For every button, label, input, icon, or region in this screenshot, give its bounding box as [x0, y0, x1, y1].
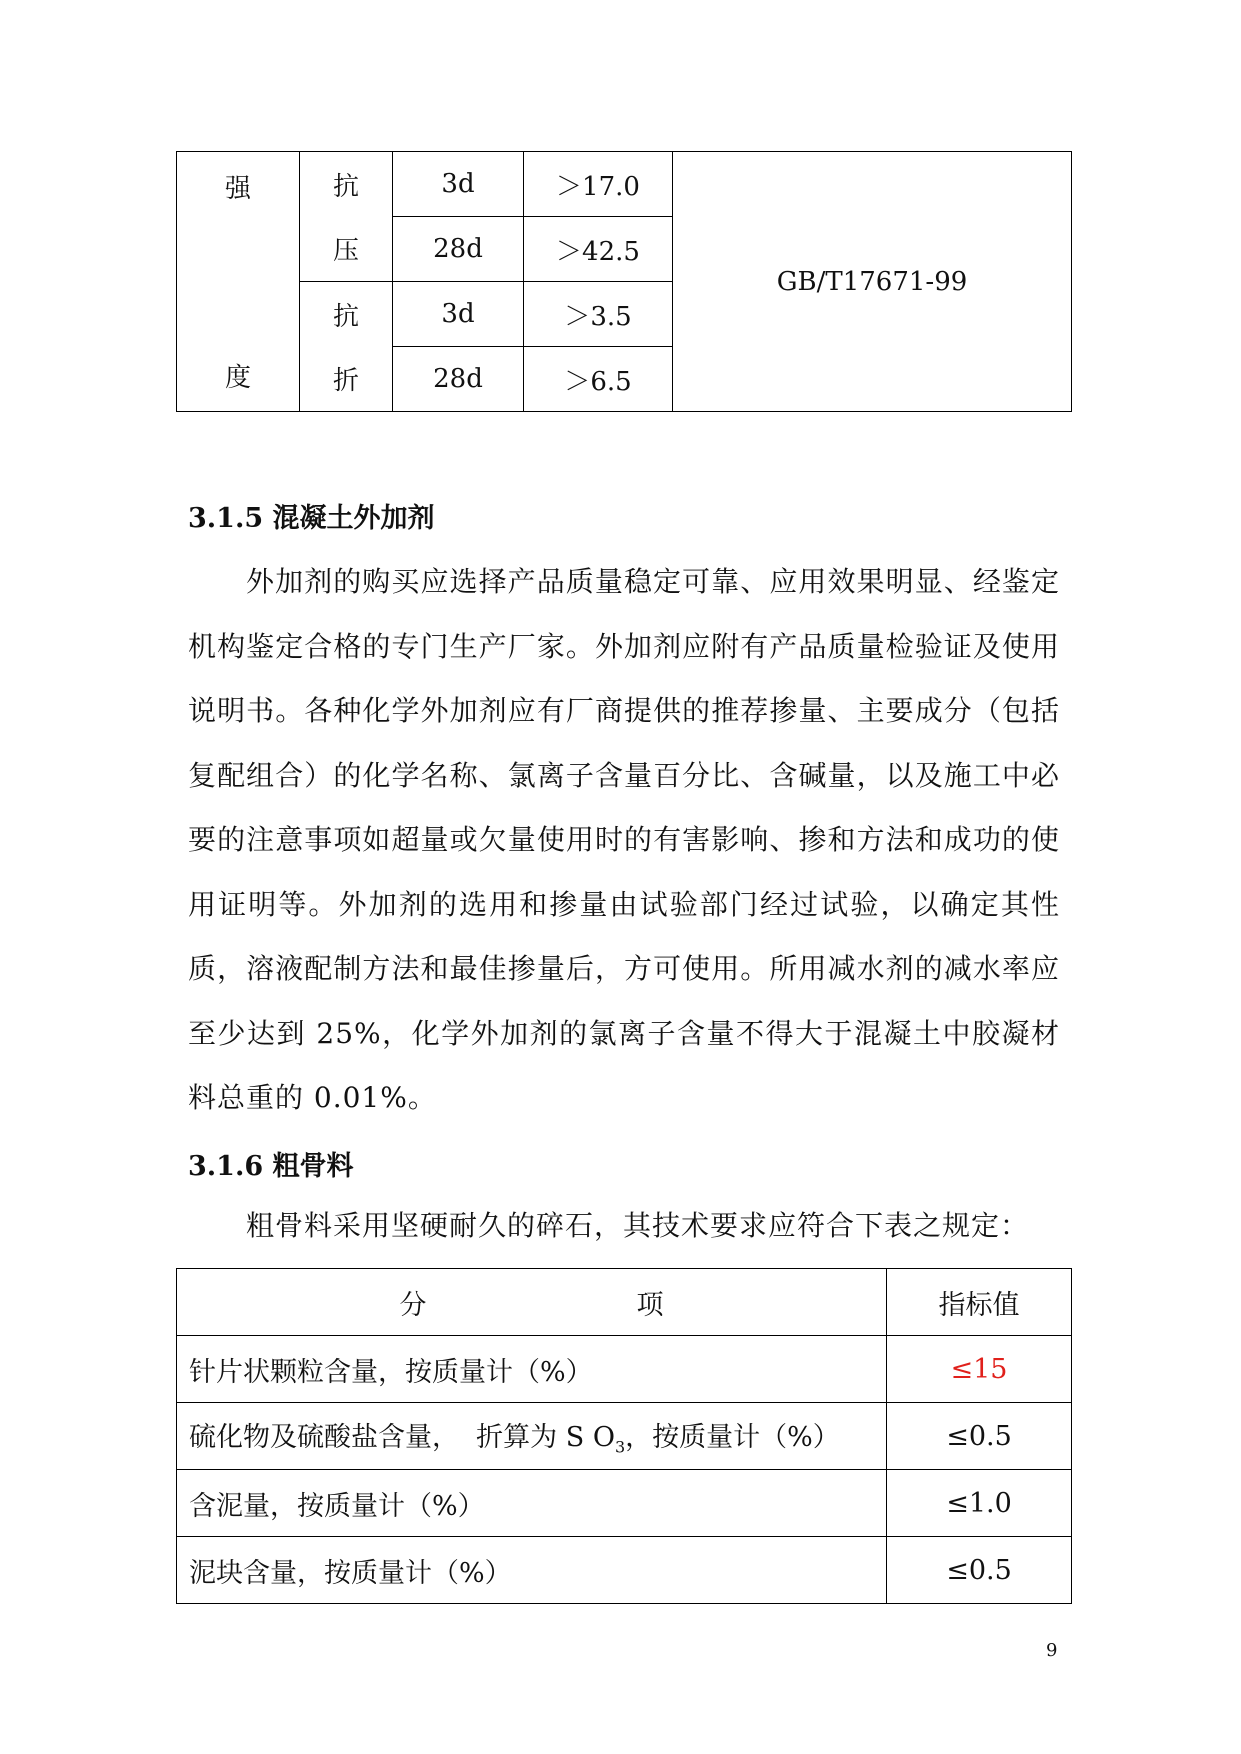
- strength-char-bottom: 度: [224, 363, 251, 393]
- strength-value: ＞42.5: [524, 217, 673, 282]
- header-value: 指标值: [887, 1269, 1072, 1336]
- strength-value: ＞6.5: [524, 347, 673, 412]
- header-item: [177, 1269, 887, 1336]
- table-row: [177, 1403, 1072, 1470]
- page-number: 9: [1046, 1640, 1058, 1661]
- header-item-a: 分: [399, 1289, 427, 1321]
- row-item-text-a: 硫化物及硫酸盐含量， 折算为 S O: [189, 1422, 615, 1454]
- strength-age: 3d: [393, 152, 524, 217]
- row-item: [177, 1403, 887, 1470]
- strength-type-label: 折: [300, 347, 393, 412]
- strength-value: ＞17.0: [524, 152, 673, 217]
- row-item: 针片状颗粒含量，按质量计（%）: [177, 1336, 887, 1403]
- admixture-paragraph: 外加剂的购买应选择产品质量稳定可靠、应用效果明显、经鉴定机构鉴定合格的专门生产厂家。外加剂应附有产品质量检验证及使用说明书。各种化学外加剂应有厂商提供的推荐掺量、主要成分（包括复配组合）的化学名称、氯离子含量百分比、含碱量，以及施工中必要的注意事项如超量或欠量使用时的有害影响、掺和方法和成功的使用证明等。外加剂的选用和掺量由试验部门经过试验，以确定其性质，溶液配制方法和最佳掺量后，方可使用。所用减水剂的减水率应至少达到 25%，化学外加剂的氯离子含量不得大于混凝土中胶凝材料总重的 0.01%。: [188, 565, 1060, 1114]
- row-item: 含泥量，按质量计（%）: [177, 1470, 887, 1537]
- strength-standard: GB/T17671-99: [673, 152, 1072, 412]
- strength-value: ＞3.5: [524, 282, 673, 347]
- row-item-subscript: 3: [614, 1437, 626, 1457]
- row-value: ≤0.5: [887, 1403, 1072, 1470]
- section-heading-coarse-aggregate: 3.1.6 粗骨料: [188, 1151, 354, 1182]
- strength-type-label: 压: [300, 217, 393, 282]
- header-item-b: 项: [636, 1289, 664, 1321]
- strength-age: 28d: [393, 347, 524, 412]
- row-item: 泥块含量，按质量计（%）: [177, 1537, 887, 1604]
- table-row: [177, 1537, 1072, 1604]
- row-value: ≤0.5: [887, 1537, 1072, 1604]
- strength-category-cell: [177, 152, 300, 412]
- section-heading-admixture: 3.1.5 混凝土外加剂: [188, 503, 435, 534]
- cement-strength-table: [176, 151, 1072, 412]
- strength-type-label: 抗: [300, 152, 393, 217]
- strength-age: 3d: [393, 282, 524, 347]
- coarse-aggregate-lead: 粗骨料采用坚硬耐久的碎石，其技术要求应符合下表之规定：: [246, 1209, 1030, 1242]
- strength-age: 28d: [393, 217, 524, 282]
- table-header-row: [177, 1269, 1072, 1336]
- row-value: ≤1.0: [887, 1470, 1072, 1537]
- coarse-aggregate-table: [176, 1268, 1072, 1604]
- table-row: [177, 1470, 1072, 1537]
- strength-type-label: 抗: [300, 282, 393, 347]
- row-item-text-b: ，按质量计（%）: [625, 1422, 840, 1454]
- strength-char-top: 强: [224, 174, 251, 204]
- row-value-highlight: ≤15: [887, 1336, 1072, 1403]
- table-row: [177, 1336, 1072, 1403]
